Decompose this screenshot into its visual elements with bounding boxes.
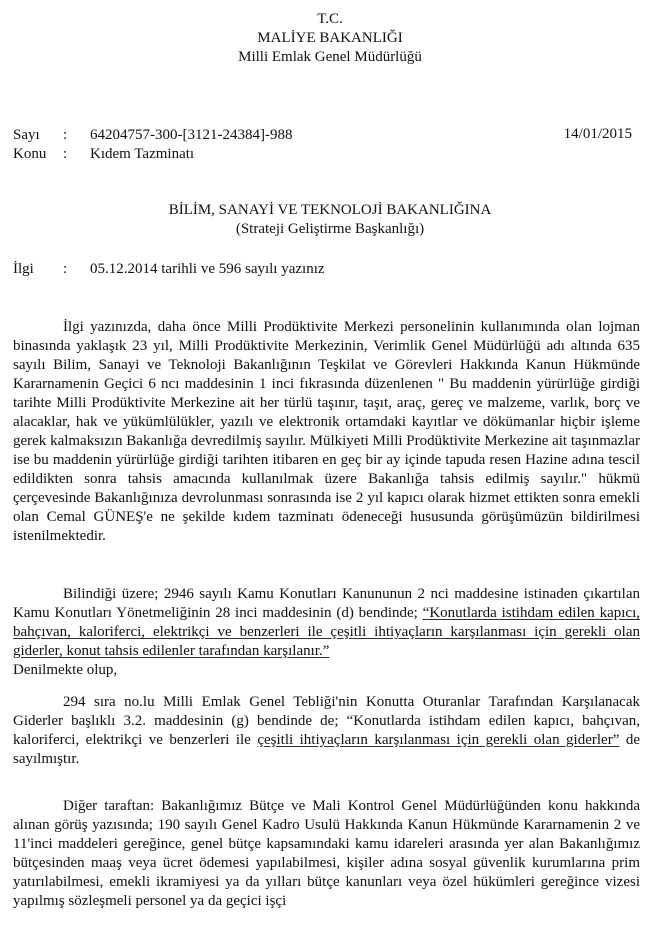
letterhead bbox=[0, 10, 660, 67]
paragraph-3-closing: de sayılmıştır. bbox=[13, 732, 641, 767]
sayi-value: 64204757-300-[3121-24384]-988 bbox=[90, 127, 293, 143]
ilgi-line bbox=[13, 261, 325, 278]
paragraph-2 bbox=[13, 585, 640, 680]
ilgi-label: İlgi bbox=[13, 261, 34, 277]
paragraph-3-quote: çeşitli ihtiyaçların karşılanması için gerekli olan giderler” bbox=[257, 732, 620, 748]
header-directorate: Milli Emlak Genel Müdürlüğü bbox=[238, 49, 422, 65]
paragraph-3-intro: 294 sıra no.lu Milli Emlak Genel Tebliği'nin Konutta Oturanlar Tarafından Karşılanacak Giderler başlıklı 3.2. maddesinin (g) bendinde de; “Konutlarda istihdam edilen kapıcı, bahçıvan, kaloriferci, elektrikçi ve benzerleri ile bbox=[13, 694, 640, 748]
konu-colon: : bbox=[63, 146, 68, 162]
header-ministry: MALİYE BAKANLIĞI bbox=[257, 30, 403, 46]
addressee-ministry: BİLİM, SANAYİ VE TEKNOLOJİ BAKANLIĞINA bbox=[168, 202, 492, 218]
paragraph-3 bbox=[13, 693, 640, 769]
paragraph-4: Diğer taraftan: Bakanlığımız Bütçe ve Mali Kontrol Genel Müdürlüğünden konu hakkında alınan görüş yazısında; 190 sayılı Genel Kadro Usulü Hakkında Kanun Hükmünde Kararnamenin 2 ve 11'inci maddeleri gereğince, genel bütçe kapsamındaki kamu idareleri arasında yer alan Bakanlığımız bütçesinden maaş veya ücret ödemesi yapılabilmesi, kişiler adına sosyal güvenlik kurumlarına prim yatırılabilmesi, emekli ikramiyesi ya da yılları bütçe kanunları veya özel hükümleri gereğince vizesi yapılmış sözleşmeli personel ya da geçici işçi bbox=[13, 798, 640, 909]
paragraph-2-closing: Denilmekte olup, bbox=[13, 662, 118, 678]
konu-line bbox=[13, 145, 194, 164]
paragraph-2-intro: Bilindiği üzere; 2946 sayılı Kamu Konutları Kanununun 2 nci maddesine istinaden çıkartılan Kamu Konutları Yönetmeliğinin 28 inci maddesinin (d) bendinde; bbox=[13, 586, 640, 621]
ilgi-value: 05.12.2014 tarihli ve 596 sayılı yazınız bbox=[90, 261, 325, 277]
ilgi-colon: : bbox=[63, 261, 68, 277]
header-tc: T.C. bbox=[317, 11, 343, 27]
konu-value: Kıdem Tazminatı bbox=[90, 146, 195, 162]
sayi-colon: : bbox=[63, 127, 68, 143]
konu-label: Konu bbox=[13, 146, 47, 162]
paragraph-2-quote: “Konutlarda istihdam edilen kapıcı, bahçıvan, kaloriferci, elektrikçi ve benzerleri ile çeşitli ihtiyaçların karşılanması için gerekli olan giderler, konut tahsis edilenler tarafından karşılanır.” bbox=[13, 605, 640, 659]
paragraph-1: İlgi yazınızda, daha önce Milli Prodüktivite Merkezi personelinin kullanımında olan lojman binasında yaklaşık 23 yıl, Milli Prodüktivite Merkezinin, Verimlik Genel Müdürlüğü adı altında 635 sayılı Bilim, Sanayi ve Teknoloji Bakanlığının Teşkilat ve Görevleri Hakkında Kanun Hükmünde Kararnamenin Geçici 6 ncı maddesinin 1 inci fıkrasında düzenlenen " Bu maddenin yürürlüğe girdiği tarihte Milli Prodüktivite Merkezine ait her türlü taşınır, taşıt, araç, gereç ve malzeme, varlık, borç ve alacaklar, hak ve yükümlülükler, yazılı ve elektronik ortamdaki kayıtlar ve dökümanlar hiçbir işleme gerek kalmaksızın Bakanlığa devredilmiş sayılır. Mülkiyeti Milli Prodüktivite Merkezine ait taşınmazlar ise bu maddenin yürürlüğe girdiği tarihten itibaren en geç bir ay içinde tapuda resen Hazine adına tescil edildikten sonra tahsis amacında kullanılmak üzere Bakanlığa tahsis edilmiş sayılır." hükmü çerçevesinde Bakanlığınıza devrolunması sonrasında ise 2 yıl kapıcı olarak hizmet ettikten sonra emekli olan Cemal GÜNEŞ'e ne şekilde kıdem tazminatı ödeneceği hususunda görüşümüzün bildirilmesi istenilmektedir. bbox=[13, 319, 640, 544]
sayi-label: Sayı bbox=[13, 127, 40, 143]
sayi-line bbox=[13, 126, 292, 145]
document-date: 14/01/2015 bbox=[563, 126, 632, 142]
addressee bbox=[0, 201, 660, 239]
addressee-department: (Strateji Geliştirme Başkanlığı) bbox=[235, 221, 425, 237]
